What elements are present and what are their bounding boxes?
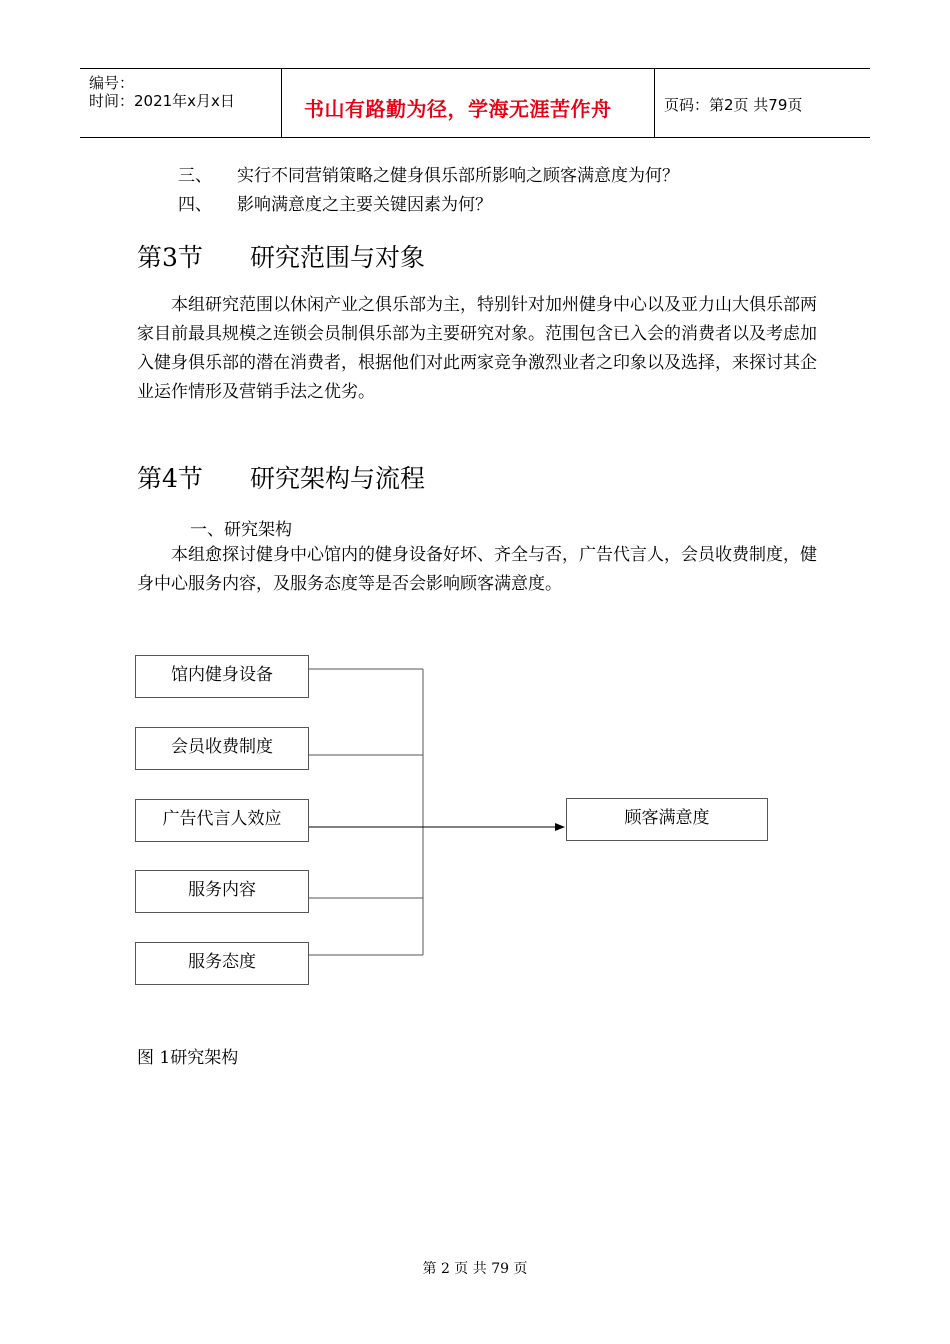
factor-label-membership-fees: 会员收费制度 [171,737,273,757]
outcome-box-satisfaction [566,798,768,841]
motto-text: 书山有路勤为径，学海无涯苦作舟 [304,97,612,121]
section-4-number: 第4节 [137,464,203,493]
section-3-body: 本组研究范围以休闲产业之俱乐部为主，特别针对加州健身中心以及亚力山大俱乐部两家目前最具规模之连锁会员制俱乐部为主要研究对象。范围包含已入会的消费者以及考虑加入健身俱乐部的潜在消费者，根据他们对此两家竞争激烈业者之印象以及选择，来探讨其企业运作情形及营销手法之优劣。 [137,295,817,402]
factor-label-service-attitude: 服务态度 [188,952,256,972]
factor-label-service-content: 服务内容 [188,880,256,900]
section-4-title: 研究架构与流程 [250,464,426,493]
question-4-text: 影响满意度之主要关键因素为何？ [237,195,492,215]
figure-caption: 图 1研究架构 [137,1048,239,1068]
factor-label-equipment: 馆内健身设备 [171,665,273,685]
factor-box-membership-fees [135,727,309,770]
factor-box-service-attitude [135,942,309,985]
section-4-subtitle: 一、研究架构 [190,520,292,540]
factor-box-spokesperson [135,799,309,842]
time-label: 时间：2021年x月x日 [89,92,235,110]
page-info: 页码：第2页 共79页 [664,96,803,114]
section-4-body: 本组愈探讨健身中心馆内的健身设备好坏、齐全与否，广告代言人，会员收费制度，健身中心服务内容，及服务态度等是否会影响顾客满意度。 [137,545,817,594]
question-4-number: 四、 [178,195,212,215]
page-footer: 第 2 页 共 79 页 [422,1261,528,1277]
outcome-label: 顾客满意度 [624,808,710,828]
section-3-number: 第3节 [137,243,203,272]
factor-box-equipment [135,655,309,698]
factor-label-spokesperson: 广告代言人效应 [162,809,282,829]
code-label: 编号： [89,74,135,92]
question-3-text: 实行不同营销策略之健身俱乐部所影响之顾客满意度为何？ [237,166,679,186]
section-3-title: 研究范围与对象 [250,243,426,272]
factor-box-service-content [135,870,309,913]
question-3-number: 三、 [178,166,212,186]
